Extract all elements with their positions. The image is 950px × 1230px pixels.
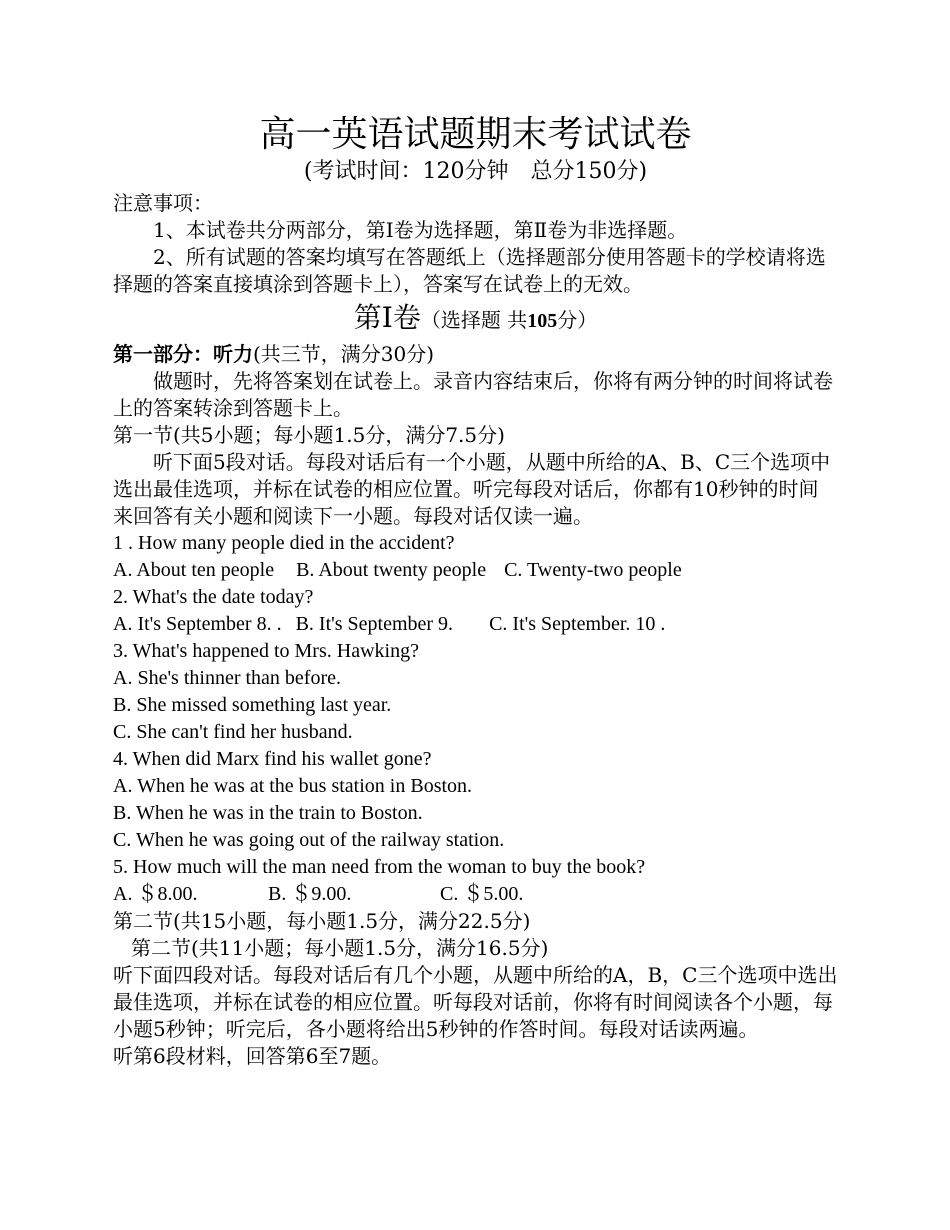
part1-heading [113,341,838,368]
question-2-option-c: C. It's September. 10 . [489,613,666,635]
question-4-option-a: A. When he was at the bus station in Boston. [113,775,473,797]
question-2-option-b: B. It's September 9. [295,613,454,635]
notice-heading: 注意事项： [113,191,213,215]
question-1-option-c: C. Twenty-two people [504,559,682,581]
section1-heading: 第一节(共5小题；每小题1.5分，满分7.5分) [113,423,505,447]
part1-heading-label: 第一部分：听力 [113,342,253,366]
volume-title-score: 105 [527,310,558,332]
volume-title-sub: （选择题 共 [420,308,528,332]
question-1-option-b: B. About twenty people [296,559,487,581]
question-2-options [113,611,838,638]
exam-title: 高一英语试题期末考试试卷 [259,114,692,155]
question-1-options [113,557,838,584]
question-5-stem: 5. How much will the man need from the woman to buy the book? [113,856,646,878]
question-5-options [113,881,838,908]
question-2-option-a: A. It's September 8. . [113,613,282,635]
question-5-option-a: A. ＄8.00. [113,883,198,905]
question-1-option-a: A. About ten people [113,559,275,581]
question-4-stem: 4. When did Marx find his wallet gone? [113,748,432,770]
section2-material: 听第6段材料，回答第6至7题。 [113,1044,392,1068]
part1-heading-note: (共三节，满分30分) [253,342,435,366]
question-3-option-a: A. She's thinner than before. [113,667,341,689]
volume-title [113,300,838,339]
part1-instruction: 做题时，先将答案划在试卷上。录音内容结束后，你将有两分钟的时间将试卷上的答案转涂到答题卡上。 [113,369,833,420]
question-5-option-b: B. ＄9.00. [268,883,352,905]
exam-page [113,112,838,1070]
section2-heading-a: 第二节(共15小题，每小题1.5分，满分22.5分) [113,909,531,933]
question-1-stem: 1 . How many people died in the accident? [113,532,455,554]
notice-item-2: 2、所有试题的答案均填写在答题纸上（选择题部分使用答题卡的学校请将选择题的答案直接填涂到答题卡上），答案写在试卷上的无效。 [113,245,826,296]
volume-title-end: 分） [557,308,598,332]
notice-item-1: 1、本试卷共分两部分，第Ⅰ卷为选择题，第Ⅱ卷为非选择题。 [153,218,688,242]
question-5-option-c: C. ＄5.00. [440,883,524,905]
section2-instruction: 听下面四段对话。每段对话后有几个小题，从题中所给的A，B，C三个选项中选出最佳选项，并标在试卷的相应位置。听每段对话前，你将有时间阅读各个小题，每小题5秒钟；听完后，各小题将给出5秒钟的作答时间。每段对话读两遍。 [113,963,838,1041]
volume-title-main: 第I卷 [353,301,421,334]
question-4-option-c: C. When he was going out of the railway station. [113,829,505,851]
question-3-option-b: B. She missed something last year. [113,694,392,716]
question-3-stem: 3. What's happened to Mrs. Hawking? [113,640,419,662]
exam-subtitle: (考试时间：120分钟 总分150分) [303,159,648,184]
question-2-stem: 2. What's the date today? [113,586,314,608]
section2-heading-b: 第二节(共11小题；每小题1.5分，满分16.5分) [131,936,549,960]
section1-instruction: 听下面5段对话。每段对话后有一个小题，从题中所给的A、B、C三个选项中选出最佳选项，并标在试卷的相应位置。听完每段对话后，你都有10秒钟的时间来回答有关小题和阅读下一小题。每段对话仅读一遍。 [113,450,831,528]
question-4-option-b: B. When he was in the train to Boston. [113,802,423,824]
question-3-option-c: C. She can't find her husband. [113,721,353,743]
